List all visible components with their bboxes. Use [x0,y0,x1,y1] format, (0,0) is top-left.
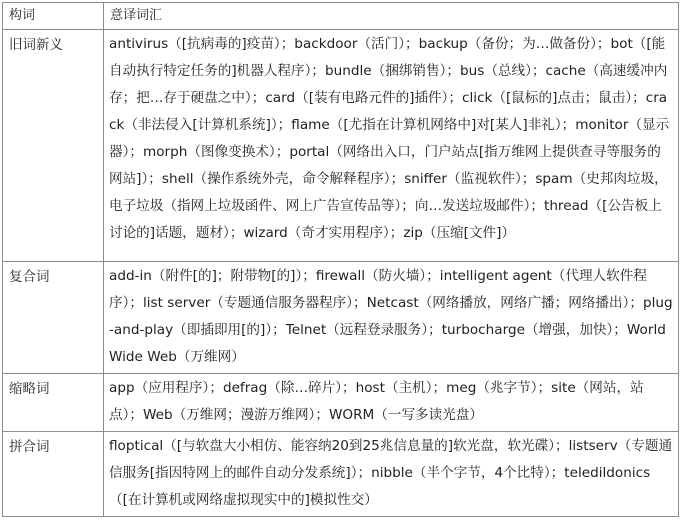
vocabulary-table [2,2,679,517]
table-header-row [3,3,679,30]
table-row [3,374,679,432]
category-cell: 拼合词 [3,432,104,517]
category-cell: 复合词 [3,262,104,374]
vocabulary-cell: add-in（附件[的]；附带物[的]）；firewall（防火墙）；intelligent agent（代理人软件程序）；list server（专题通信服务器程序）；Netcast（网络播放，网络广播；网络播出）；plug-and-play（即插即用[的]）；Telnet（远程登录服务）；turbocharge（增强，加快）；World Wide Web（万维网） [104,262,679,374]
vocabulary-cell: floptical（[与软盘大小相仿、能容纳20到25兆信息量的]软光盘，软光碟）；listserv（专题通信服务[指因特网上的邮件自动分发系统]）；nibble（半个字节，4个比特）；teledildonics（[在计算机或网络虚拟现实中的]模拟性交） [104,432,679,517]
table-row [3,30,679,262]
vocabulary-cell: app（应用程序）；defrag（除…碎片）；host（主机）；meg（兆字节）；site（网站，站点）；Web（万维网；漫游万维网）；WORM（一写多读光盘） [104,374,679,432]
header-word-formation: 构词 [3,3,104,30]
table-row [3,432,679,517]
category-cell: 缩略词 [3,374,104,432]
table-row [3,262,679,374]
header-translated-vocabulary: 意译词汇 [104,3,679,30]
vocabulary-cell: antivirus（[抗病毒的]疫苗）；backdoor（活门）；backup（备份；为…做备份）；bot（[能自动执行特定任务的]机器人程序）；bundle（捆绑销售）；bus（总线）；cache（高速缓冲内存；把…存于硬盘之中）；card（[装有电路元件的]插件）；click（[鼠标的]点击；鼠击）；crack（非法侵入[计算机系统]）；flame（[尤指在计算机网络中]对[某人]非礼）；monitor（显示器）；morph（图像变换术）；portal（网络出入口，门户站点[指万维网上提供查寻等服务的网站]）；shell（操作系统外壳，命令解释程序）；sniffer（监视软件）；spam（史邦肉垃圾，电子垃圾（指网上垃圾函件、网上广告宣传品等）；向…发送垃圾邮件）；thread（[公告板上讨论的]话题，题材）；wizard（奇才实用程序）；zip（压缩[文件]） [104,30,679,262]
category-cell: 旧词新义 [3,30,104,262]
